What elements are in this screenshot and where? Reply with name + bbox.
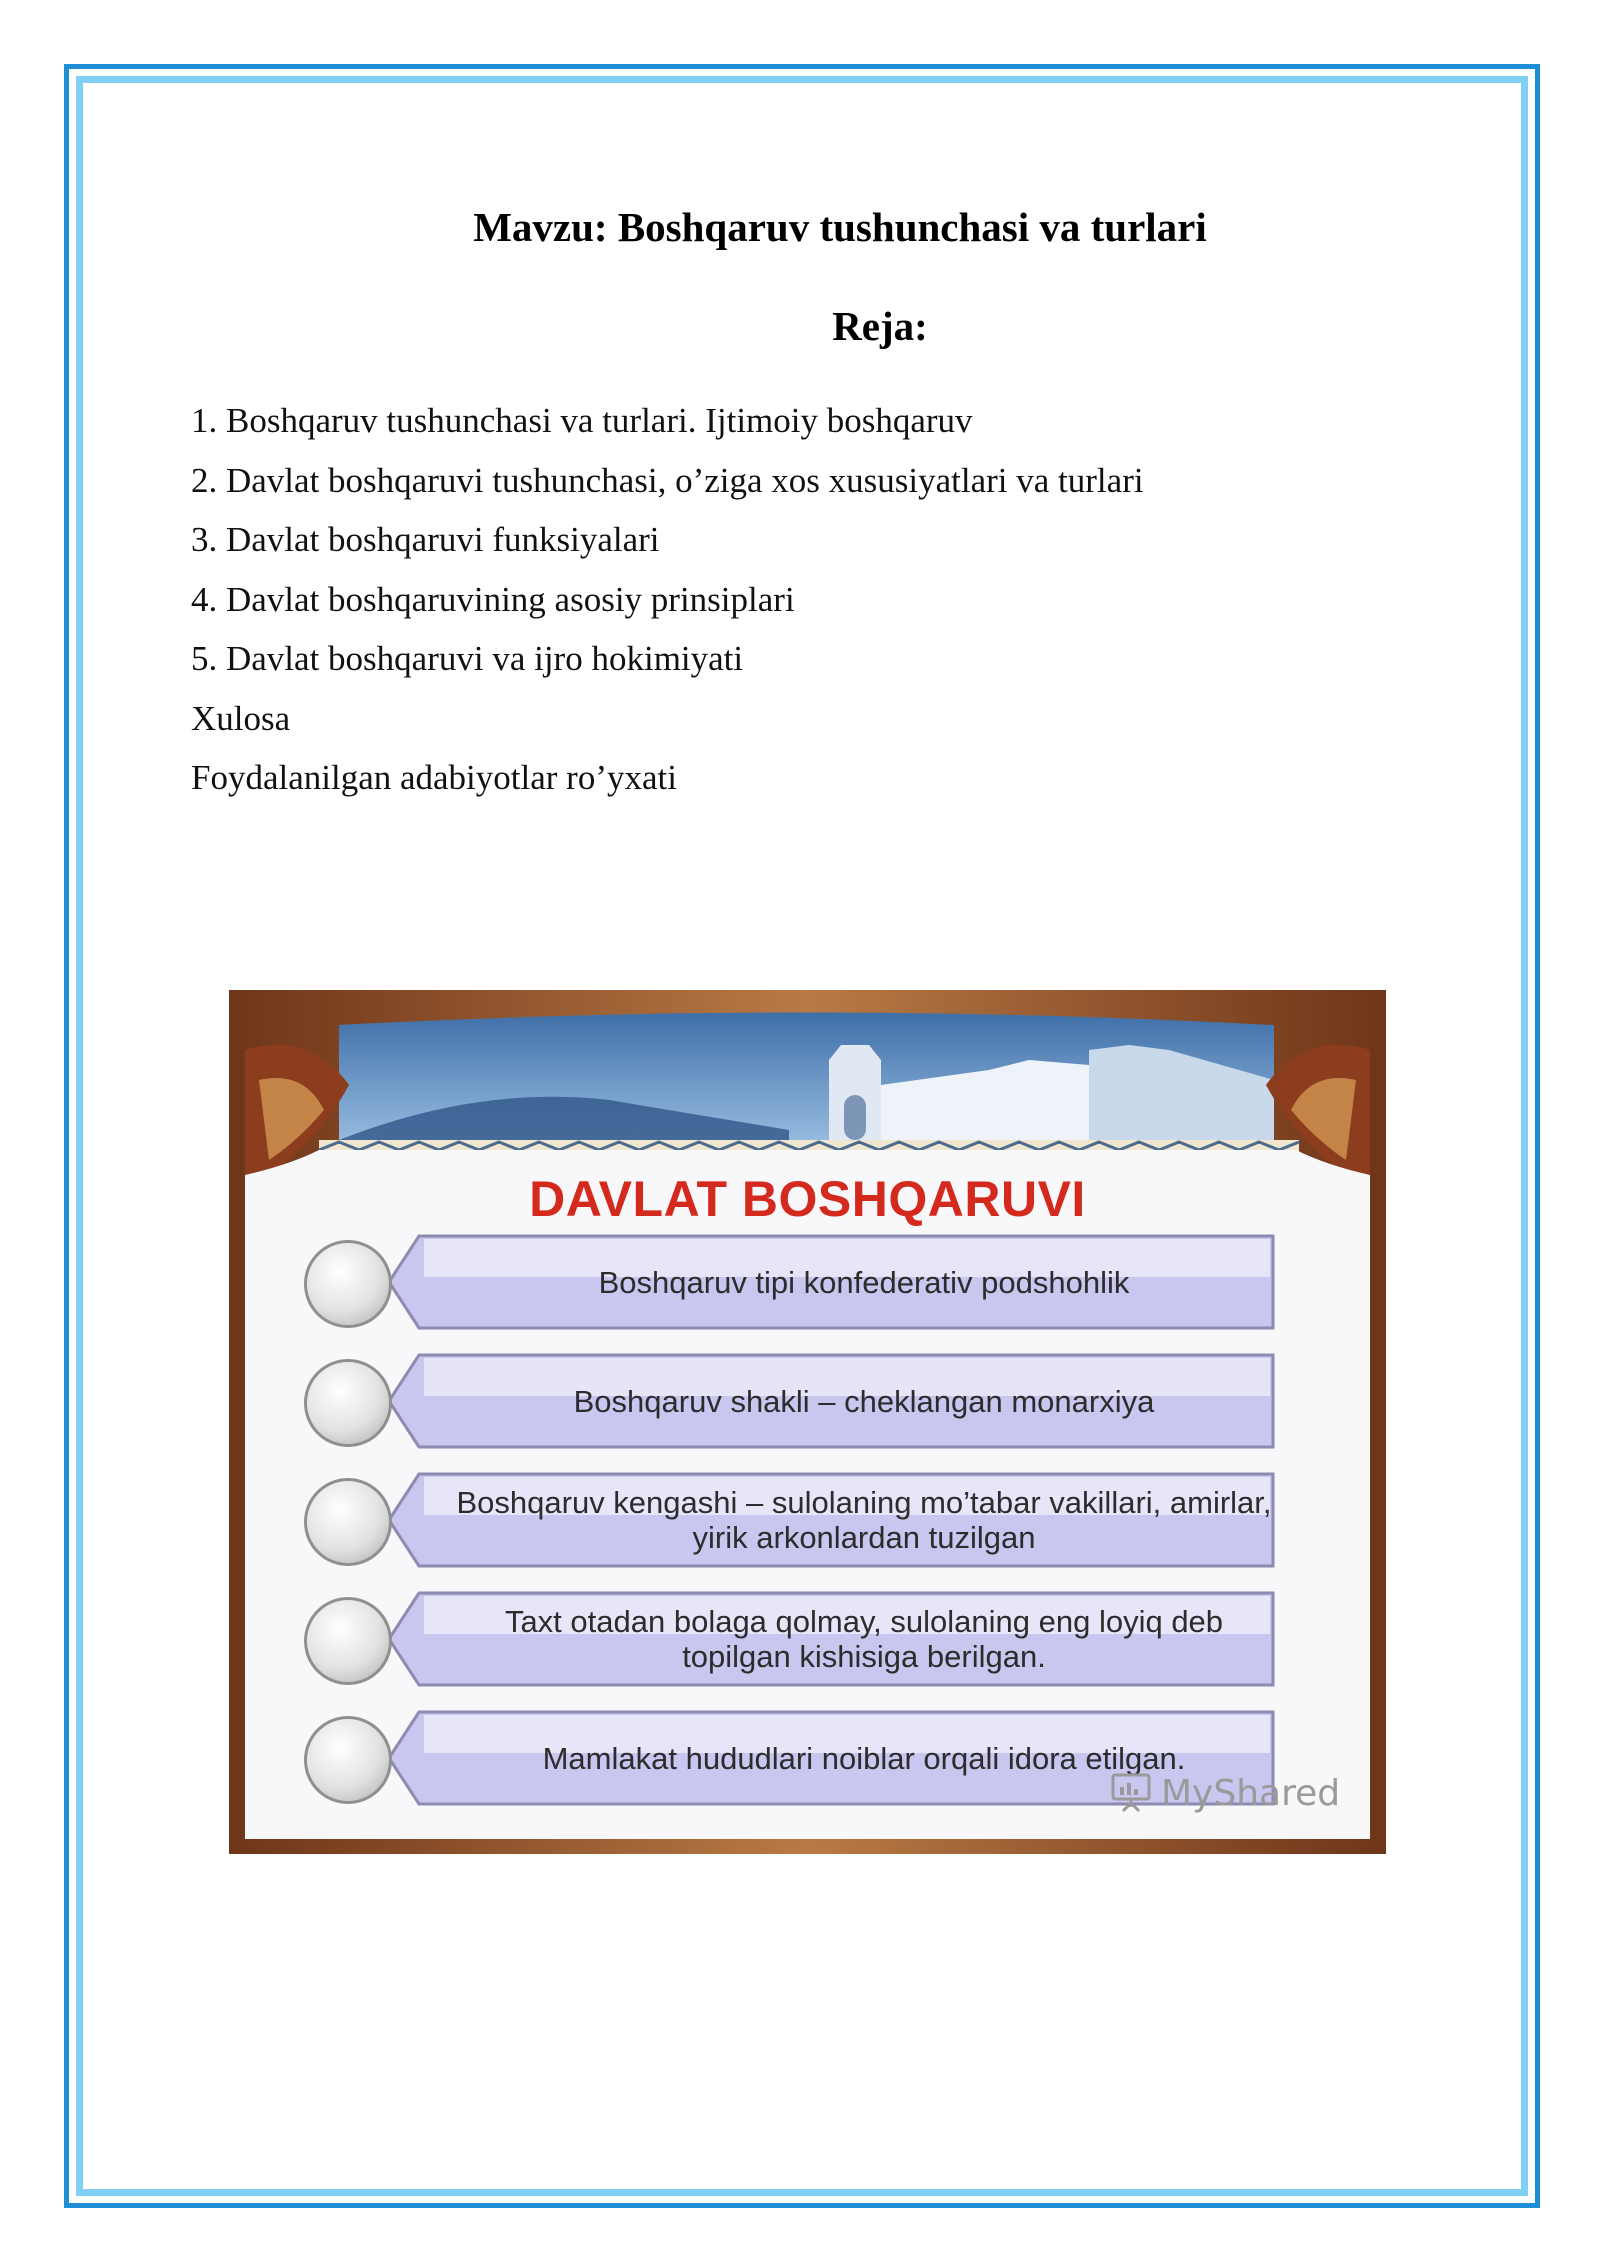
row-bullet-circle [304, 1597, 392, 1685]
plan-list [191, 391, 1144, 808]
slide-row-text: Taxt otadan bolaga qolmay, sulolaning eng loyiq deb topilgan kishisiga berilgan. [504, 1604, 1224, 1674]
plan-item: 3. Davlat boshqaruvi funksiyalari [191, 520, 660, 559]
slide-heading: DAVLAT BOSHQARUVI [529, 1171, 1086, 1227]
plan-item: 1. Boshqaruv tushunchasi va turlari. Ijtimoiy boshqaruv [191, 401, 973, 440]
watermark [1109, 1768, 1340, 1818]
slide-row [304, 1474, 1304, 1570]
slide-image [229, 990, 1386, 1854]
row-bullet-circle [304, 1478, 392, 1566]
presentation-board-icon [1109, 1771, 1153, 1815]
watermark-text: MyShared [1161, 1772, 1341, 1814]
slide-row-text: Boshqaruv shakli – cheklangan monarxiya [573, 1383, 1155, 1419]
row-bullet-circle [304, 1359, 392, 1447]
slide-row [304, 1236, 1304, 1332]
row-bullet-circle [304, 1240, 392, 1328]
slide-row [304, 1593, 1304, 1689]
plan-item: 5. Davlat boshqaruvi va ijro hokimiyati [191, 639, 744, 678]
plan-item: Xulosa [191, 698, 291, 738]
slide-row [304, 1355, 1304, 1451]
plan-item: 2. Davlat boshqaruvi tushunchasi, o’ziga xos xususiyatlari va turlari [191, 460, 1144, 500]
plan-item: 4. Davlat boshqaruvining asosiy prinsiplari [191, 579, 795, 619]
document-title: Mavzu: Boshqaruv tushunchasi va turlari [473, 204, 1207, 250]
slide-row-text: Boshqaruv tipi konfederativ podshohlik [598, 1264, 1130, 1300]
slide-row-text: Mamlakat hududlari noiblar orqali idora etilgan. [542, 1740, 1186, 1776]
document-subtitle: Reja: [832, 303, 928, 349]
plan-item: Foydalanilgan adabiyotlar ro’yxati [191, 758, 677, 797]
slide-row-text: Boshqaruv kengashi – sulolaning mo’tabar vakillari, amirlar, yirik arkonlardan tuzilgan [456, 1485, 1272, 1555]
row-bullet-circle [304, 1716, 392, 1804]
